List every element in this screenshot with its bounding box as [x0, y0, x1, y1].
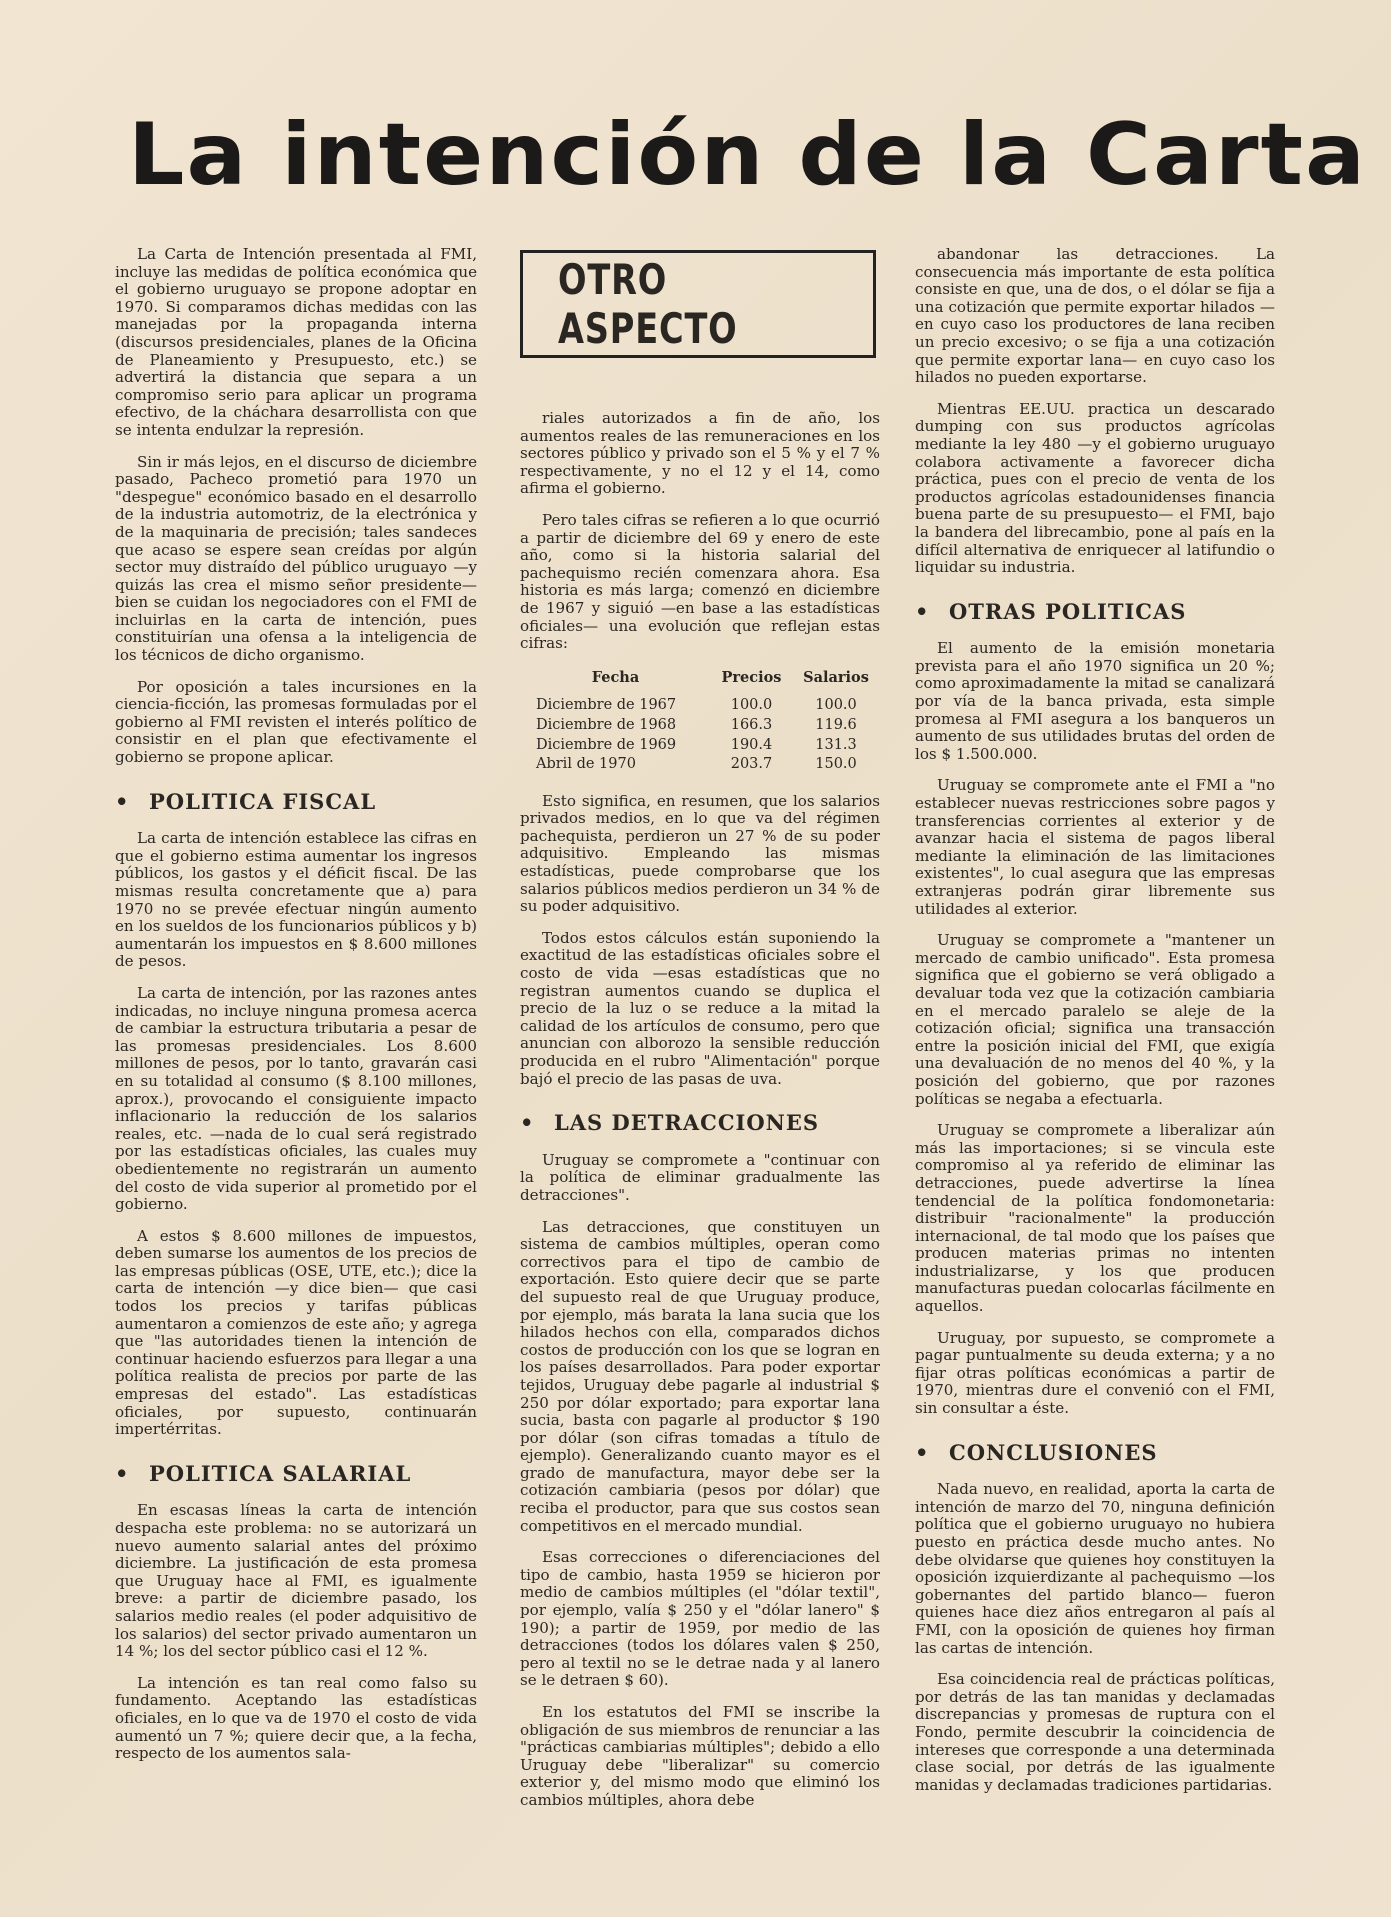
table-cell: 119.6 — [815, 716, 857, 733]
paragraph: Uruguay, por supuesto, se compromete a pagar puntualmente su deuda externa; y a no fijar otras políticas económicas a partir de 1970, mientras dure el convenió con el FMI, sin consultar a éste. — [915, 1328, 1275, 1418]
section-heading-conclusiones — [915, 1439, 1275, 1465]
paragraph: Uruguay se compromete a "continuar con la política de eliminar gradualmente las detracciones". — [520, 1150, 880, 1204]
paragraph: En los estatutos del FMI se inscribe la obligación de sus miembros de renunciar a las "prácticas cambiarias múltiples"; debido a ello Uruguay debe "liberalizar" su comercio exterior y, del mismo modo que eliminó los cambios múltiples, ahora debe — [520, 1703, 880, 1809]
bullet-icon: • — [520, 1110, 535, 1136]
paragraph: Todos estos cálculos están suponiendo la exactitud de las estadísticas oficiales sobre el costo de vida —esas estadísticas que no registran aumentos cuando se duplica el precio de la luz o se reduce a la mitad la calidad de los artículos de consumo, pero que anuncian con alborozo la sensible reducción producida en el rubro "Alimentación" porque bajó el precio de las pasas de uva. — [520, 928, 880, 1088]
paragraph: A estos $ 8.600 millones de impuestos, deben sumarse los aumentos de los precios de las empresas públicas (OSE, UTE, etc.); dice la carta de intención —y dice bien— que casi todos los precios y tarifas públicas aumentaron a comienzos de este año; y agrega que "las autoridades tienen la intención de continuar haciendo esfuerzos para llegar a una política realista de precios por parte de las empresas del estado". Las estadísticas oficiales, por supuesto, continuarán impertérritas. — [115, 1226, 477, 1439]
table-cell: 131.3 — [815, 736, 857, 753]
paragraph: Pero tales cifras se refieren a lo que ocurrió a partir de diciembre del 69 y enero de este año, como si la historia salarial del pachequismo recién comenzara ahora. Esa historia es más larga; comenzó en diciembre de 1967 y siguió —en base a las estadísticas oficiales— una evolución que reflejan estas cifras: — [520, 510, 880, 653]
table-header: Precios — [721, 668, 782, 686]
paragraph: La intención es tan real como falso su fundamento. Aceptando las estadísticas oficiales, en lo que va de 1970 el costo de vida aumentó un 7 %; quiere decir que, a la fecha, respecto de los aumentos sala- — [115, 1673, 477, 1763]
table-cell: 190.4 — [730, 736, 773, 753]
section-heading-las-detracciones — [520, 1110, 880, 1136]
section-heading-text: LAS DETRACCIONES — [554, 1110, 820, 1136]
table-cell: 150.0 — [815, 756, 857, 773]
column-1 — [115, 246, 477, 1777]
table-header-row — [520, 667, 880, 697]
paragraph: El aumento de la emisión monetaria prevista para el año 1970 significa un 20 %; como aproximadamente la mitad se canalizará por vía de la banca privada, esta simple promesa al FMI asegura a los banqueros un aumento de sus utilidades brutas del orden de los $ 1.500.000. — [915, 639, 1275, 763]
table-cell: Diciembre de 1967 — [536, 697, 677, 714]
table-cell: 203.7 — [730, 756, 773, 773]
table-cell: Abril de 1970 — [536, 756, 636, 773]
box-title: OTRO ASPECTO — [558, 255, 738, 353]
table-cell: 166.3 — [730, 716, 773, 733]
table-cell: 100.0 — [815, 697, 857, 714]
paragraph: abandonar las detracciones. La consecuencia más importante de esta política consiste en que, una de dos, o el dólar se fija a una cotización que permite exportar hilados —en cuyo caso los productores de lana reciben un precio excesivo; o se fija a una cotización que permite exportar lana— en cuyo caso los hilados no pueden exportarse. — [915, 245, 1275, 387]
paragraph: La Carta de Intención presentada al FMI, incluye las medidas de política económica que el gobierno uruguayo se propone adoptar en 1970. Si comparamos dichas medidas con las manejadas por la propaganda interna (discursos presidenciales, planes de la Oficina de Planeamiento y Presupuesto, etc.) se advertirá la distancia que separa a un compromiso serio para aplicar un programa efectivo, de la cháchara desarrollista con que se intenta endulzar la represión. — [115, 245, 477, 439]
paragraph: Esa coincidencia real de prácticas políticas, por detrás de las tan manidas y declamadas discrepancias y promesas de ruptura con el Fondo, permite descubrir la coincidencia de intereses que corresponde a una determinada clase social, por detrás de las igualmente manidas y declamadas tradiciones partidarias. — [915, 1670, 1275, 1794]
column-2 — [520, 410, 880, 1824]
paragraph: Esas correcciones o diferenciaciones del tipo de cambio, hasta 1959 se hicieron por medio de cambios múltiples (el "dólar textil", por ejemplo, valía $ 250 y el "dólar lanero" $ 190); a partir de 1959, por medio de las detracciones (todos los dólares valen $ 250, pero al textil no se le detrae nada y al lanero se le detraen $ 60). — [520, 1548, 880, 1690]
paragraph: Nada nuevo, en realidad, aporta la carta de intención de marzo del 70, ninguna definición política que el gobierno uruguayo no hubiera puesto en práctica desde mucho antes. No debe olvidarse que quienes hoy constituyen la oposición izquierdizante al pachequismo —los gobernantes del partido blanco— fueron quienes hace diez años entregaron al país al FMI, con la oposición de quienes hoy firman las cartas de intención. — [915, 1480, 1275, 1657]
section-heading-text: OTRAS POLITICAS — [949, 598, 1187, 624]
table-row — [520, 736, 880, 756]
otro-aspecto-box — [520, 250, 876, 358]
paragraph: Uruguay se compromete a liberalizar aún más las importaciones; si se vincula este compromiso al ya referido de eliminar las detracciones, puede advertirse la línea tendencial de la política fondomonetaria: distribuir "racionalmente" la producción internacional, de tal modo que los países que producen materias primas no intenten industrializarse, y los que producen manufacturas puedan colocarlas fácilmente en aquellos. — [915, 1121, 1275, 1316]
paragraph: Esto significa, en resumen, que los salarios privados medios, en lo que va del régimen pachequista, perdieron un 27 % de su poder adquisitivo. Empleando las mismas estadísticas, puede comprobarse que los salarios públicos medios perdieron un 34 % de su poder adquisitivo. — [520, 791, 880, 916]
section-heading-text: POLITICA SALARIAL — [149, 1460, 412, 1486]
paragraph: riales autorizados a fin de año, los aumentos reales de las remuneraciones en los sectores público y privado son el 5 % y el 7 % respectivamente, y no el 12 y el 14, como afirma el gobierno. — [520, 409, 880, 498]
table-row — [520, 696, 880, 716]
table-header: Salarios — [803, 668, 869, 686]
paragraph: Las detracciones, que constituyen un sistema de cambios múltiples, operan como correctivos para el tipo de cambio de exportación. Esto quiere decir que se parte del supuesto real de que Uruguay produce, por ejemplo, más barata la lana sucia que los hilados hechos con ella, comparados dichos costos de producción con los que se logran en los países desarrollados. Para poder exportar tejidos, Uruguay debe pagarle al industrial $ 250 por dólar exportado; para exportar lana sucia, basta con pagarle al productor $ 190 por dólar (son cifras tomadas a título de ejemplo). Generalizando cuanto mayor es el grado de manufactura, mayor debe ser la cotización cambiaria (pesos por dólar) que reciba el productor, para que sus costos sean competitivos en el mercado mundial. — [520, 1217, 880, 1535]
headline: La intención de la Carta — [128, 105, 1367, 205]
paragraph: Mientras EE.UU. practica un descarado dumping con sus productos agrícolas mediante la ley 480 —y el gobierno uruguayo colabora activamente a favorecer dicha práctica, pues con el precio de venta de los productos agrícolas estadounidenses financia buena parte de su presupuesto— el FMI, bajo la bandera del librecambio, pone al país en la difícil alternativa de enriquecer al latifundio o liquidar su industria. — [915, 399, 1275, 577]
table-cell: Diciembre de 1968 — [536, 716, 677, 733]
section-heading-politica-salarial — [115, 1460, 477, 1486]
paragraph: Sin ir más lejos, en el discurso de diciembre pasado, Pacheco prometió para 1970 un "despegue" económico basado en el desarrollo de la industria automotriz, de la electrónica y de la maquinaria de precisión; tales sandeces que acaso se espere sean creídas por algún sector muy distraído del público uruguayo —y quizás las crea el mismo señor presidente— bien se cuidan los negociadores con el FMI de incluirlas en la carta de intención, pues constituirían una ofensa a la inteligencia de los técnicos de dicho organismo. — [115, 452, 477, 665]
bullet-icon: • — [915, 598, 930, 624]
column-3 — [915, 246, 1275, 1808]
paragraph: Por oposición a tales incursiones en la ciencia-ficción, las promesas formuladas por el gobierno al FMI revisten el interés político de consistir en el plan que efectivamente el gobierno se propone aplicar. — [115, 677, 477, 767]
paragraph: Uruguay se compromete a "mantener un mercado de cambio unificado". Esta promesa significa que el gobierno se verá obligado a devaluar toda vez que la cotización cambiaria en el mercado paralelo se aleje de la cotización oficial; significa una transacción entre la posición inicial del FMI, que exigía una devaluación de no menos del 40 %, y la posición del gobierno, que por razones políticas se negaba a efectuarla. — [915, 931, 1275, 1108]
section-heading-otras-politicas — [915, 598, 1275, 624]
table-row — [520, 716, 880, 736]
stats-table — [520, 667, 880, 775]
paragraph: Uruguay se compromete ante el FMI a "no establecer nuevas restricciones sobre pagos y transferencias corrientes al exterior y de avanzar hacia el sistema de pagos liberal mediante la eliminación de las limitaciones existentes", lo cual asegura que las empresas extranjeras podrán girar libremente sus utilidades al exterior. — [915, 776, 1275, 918]
section-heading-politica-fiscal — [115, 788, 477, 814]
bullet-icon: • — [115, 1460, 130, 1486]
paragraph: En escasas líneas la carta de intención despacha este problema: no se autorizará un nuevo aumento salarial antes del próximo diciembre. La justificación de esta promesa que Uruguay hace al FMI, es igualmente breve: a partir de diciembre pasado, los salarios medio reales (el poder adquisitivo de los salarios) del sector privado aumentaron un 14 %; los del sector público casi el 12 %. — [115, 1501, 477, 1661]
table-row — [520, 755, 880, 775]
table-cell: 100.0 — [730, 697, 773, 714]
bullet-icon: • — [915, 1439, 930, 1465]
bullet-icon: • — [115, 788, 130, 814]
paragraph: La carta de intención establece las cifras en que el gobierno estima aumentar los ingresos públicos, los gastos y el déficit fiscal. De las mismas resulta concretamente que a) para 1970 no se prevée efectuar ningún aumento en los sueldos de los funcionarios públicos y b) aumentarán los impuestos en $ 8.600 millones de pesos. — [115, 829, 477, 971]
table-header: Fecha — [591, 668, 640, 686]
paragraph: La carta de intención, por las razones antes indicadas, no incluye ninguna promesa acerca de cambiar la estructura tributaria a pesar de las promesas presidenciales. Los 8.600 millones de pesos, por lo tanto, gravarán casi en su totalidad al consumo ($ 8.100 millones, aprox.), provocando el consiguiente impacto inflacionario la reducción de los salarios reales, etc. —nada de lo cual será registrado por las estadísticas oficiales, las cuales muy obedientemente no registrarán un aumento del costo de vida superior al prometido por el gobierno. — [115, 983, 477, 1214]
section-heading-text: POLITICA FISCAL — [149, 788, 377, 814]
table-cell: Diciembre de 1969 — [536, 736, 677, 753]
section-heading-text: CONCLUSIONES — [949, 1439, 1158, 1465]
